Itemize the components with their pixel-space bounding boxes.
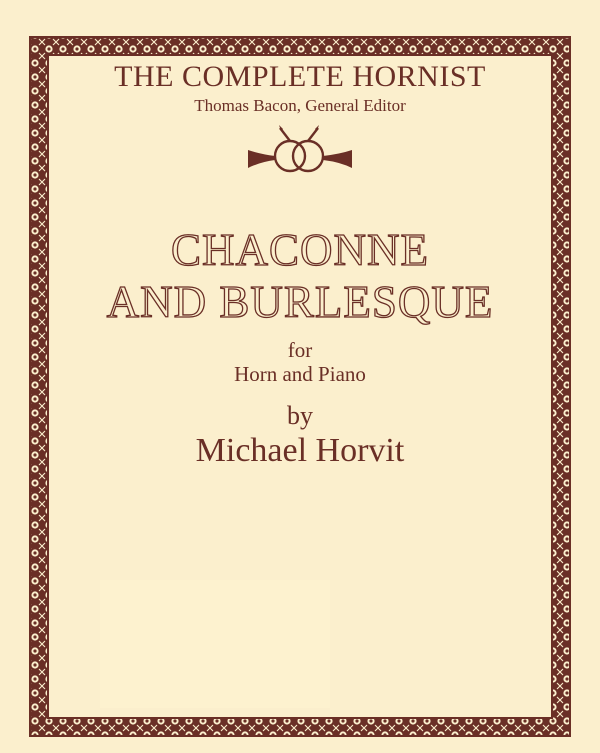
for-label: for xyxy=(287,338,313,362)
general-editor: Thomas Bacon, General Editor xyxy=(194,96,406,115)
label-area xyxy=(100,580,330,708)
title-line-1: CHACONNE xyxy=(170,225,429,275)
composer-name: Michael Horvit xyxy=(195,432,405,469)
title-line-2: AND BURLESQUE xyxy=(106,277,494,327)
crossed-horns-logo-icon xyxy=(246,118,354,178)
by-label: by xyxy=(287,401,313,430)
series-title: THE COMPLETE HORNIST xyxy=(114,60,486,93)
instrumentation: Horn and Piano xyxy=(234,362,366,386)
work-title xyxy=(0,224,600,328)
